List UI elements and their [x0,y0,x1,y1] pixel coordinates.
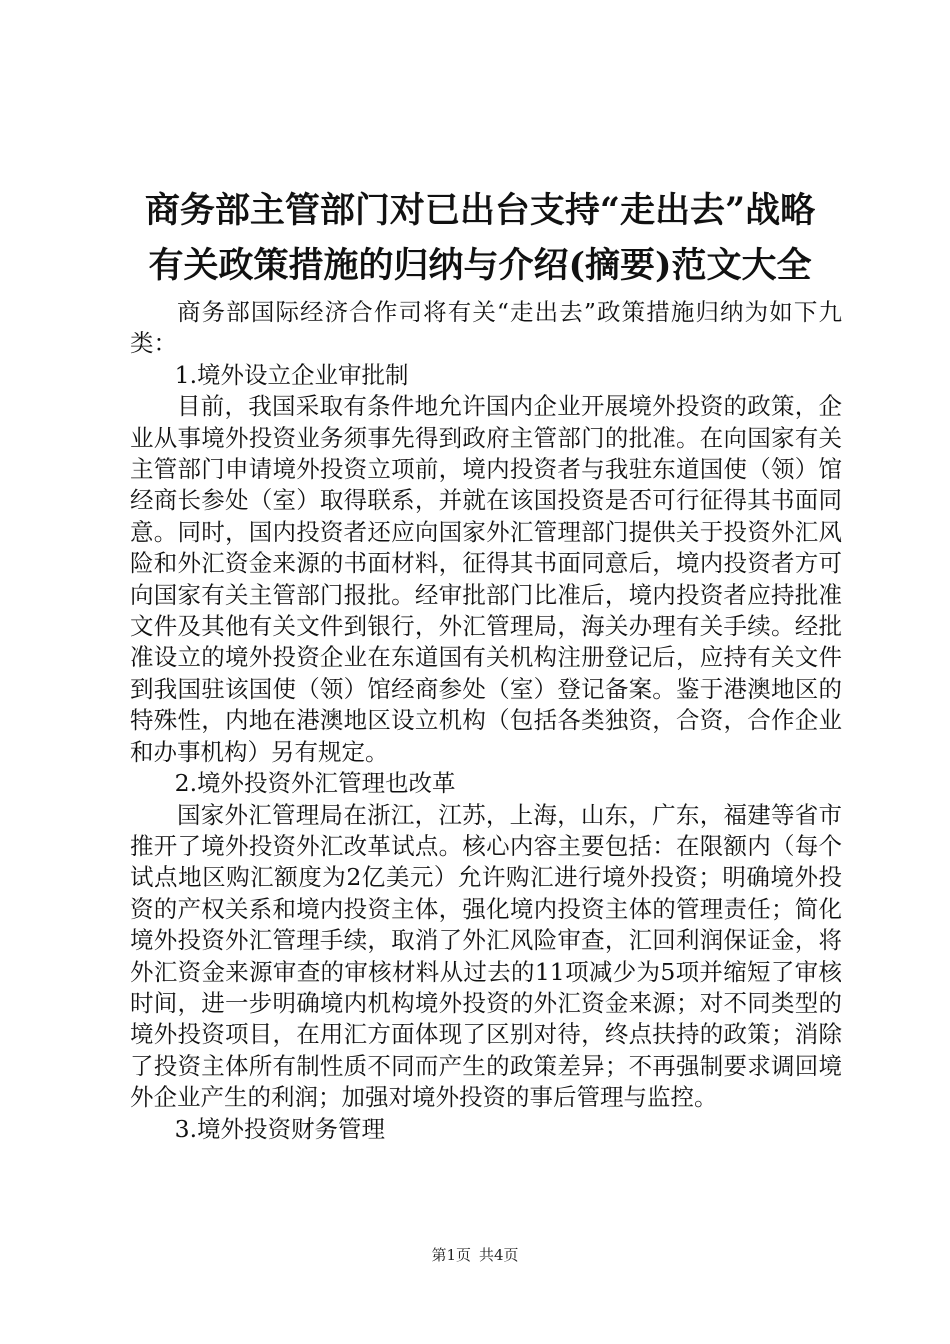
section-heading-1: 1.境外设立企业审批制 [174,360,409,389]
page-footer [0,1245,950,1265]
section-heading-2: 2.境外投资外汇管理也改革 [174,769,456,798]
section-heading-3: 3.境外投资财务管理 [174,1114,386,1143]
section-paragraph-1: 目前，我国采取有条件地允许国内企业开展境外投资的政策，企业从事境外投资业务须事先得到政府主管部门的批准。在向国家有关主管部门申请境外投资立项前，境内投资者与我驻东道国使（领）馆经商长参处（室）取得联系，并就在该国投资是否可行征得其书面同意。同时，国内投资者还应向国家外汇管理部门提供关于投资外汇风险和外汇资金来源的书面材料，征得其书面同意后，境内投资者方可向国家有关主管部门报批。经审批部门比准后，境内投资者应持批准文件及其他有关文件到银行，外汇管理局，海关办理有关手续。经批准设立的境外投资企业在东道国有关机构注册登记后，应持有关文件到我国驻该国使（领）馆经商参处（室）登记备案。鉴于港澳地区的特殊性，内地在港澳地区设立机构（包括各类独资，合资，合作企业和办事机构）另有规定。 [130,392,842,766]
page-total: 共4页 [479,1246,519,1264]
document-body [130,297,842,1145]
section-paragraph-2: 国家外汇管理局在浙江，江苏，上海，山东，广东，福建等省市推开了境外投资外汇改革试点。核心内容主要包括：在限额内（每个试点地区购汇额度为2亿美元）允许购汇进行境外投资；明确境外投资的产权关系和境内投资主体，强化境内投资主体的管理责任；简化境外投资外汇管理手续，取消了外汇风险审查，汇回利润保证金，将外汇资金来源审查的审核材料从过去的11项减少为5项并缩短了审核时间，进一步明确境内机构境外投资的外汇资金来源；对不同类型的境外投资项目，在用汇方面体现了区别对待，终点扶持的政策；消除了投资主体所有制性质不同而产生的政策差异；不再强制要求调回境外企业产生的利润；加强对境外投资的事后管理与监控。 [130,800,842,1112]
document-title-line-2: 有关政策措施的归纳与介绍(摘要)范文大全 [148,245,812,286]
document-title-line-1: 商务部主管部门对已出台支持“走出去”战略 [144,190,816,231]
intro-paragraph: 商务部国际经济合作司将有关“走出去”政策措施归纳为如下九类： [130,298,842,358]
page-number: 第1页 [431,1246,471,1264]
